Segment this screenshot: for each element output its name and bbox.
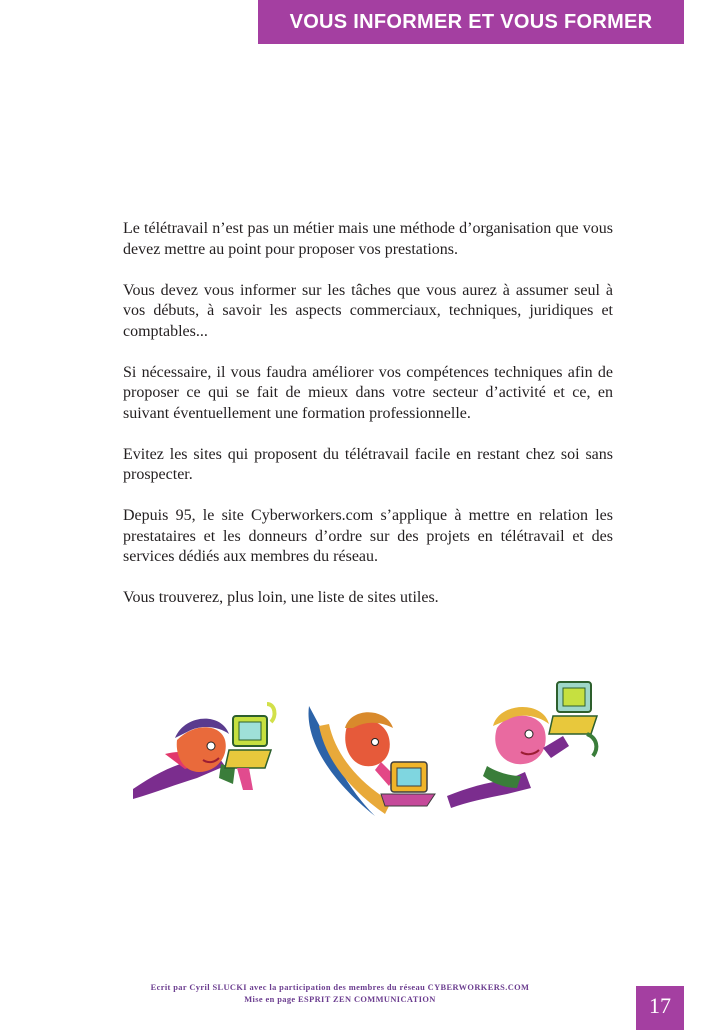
footer-layout-line: Mise en page ESPRIT ZEN COMMUNICATION xyxy=(244,995,436,1004)
paragraph: Vous devez vous informer sur les tâches que vous aurez à assumer seul à vos débuts, à savoir les aspects commerciaux, techniques, juridiques et comptables... xyxy=(123,281,613,340)
flying-person-with-computer-icon xyxy=(309,706,435,816)
paragraph: Si nécessaire, il vous faudra améliorer vos compétences techniques afin de proposer ce qui se fait de mieux dans votre secteur d’activité et ce, en suivant éventuellement une formation professionnelle. xyxy=(123,363,613,422)
illustration-strip xyxy=(125,676,605,826)
paragraph: Le télétravail n’est pas un métier mais une méthode d’organisation que vous devez mettre au point pour proposer vos prestations. xyxy=(123,220,613,258)
footer-credits xyxy=(100,982,580,1006)
footer-author-line: Ecrit par Cyril SLUCKI avec la participation des membres du réseau CYBERWORKERS.COM xyxy=(150,983,530,992)
section-title-banner xyxy=(258,0,684,44)
flying-person-with-computer-icon xyxy=(133,704,274,799)
section-title: VOUS INFORMER ET VOUS FORMER xyxy=(289,11,653,33)
page-number: 17 xyxy=(649,993,671,1018)
flying-person-with-computer-icon xyxy=(447,682,597,808)
page-number-badge xyxy=(636,986,684,1030)
body-text xyxy=(123,219,613,629)
paragraph: Depuis 95, le site Cyberworkers.com s’applique à mettre en relation les prestataires et les donneurs d’ordre sur des projets en télétravail et des services dédiés aux membres du réseau. xyxy=(123,507,613,565)
paragraph: Evitez les sites qui proposent du télétravail facile en restant chez soi sans prospecter. xyxy=(123,445,613,483)
illustrations xyxy=(125,676,605,826)
paragraph: Vous trouverez, plus loin, une liste de sites utiles. xyxy=(123,589,439,606)
